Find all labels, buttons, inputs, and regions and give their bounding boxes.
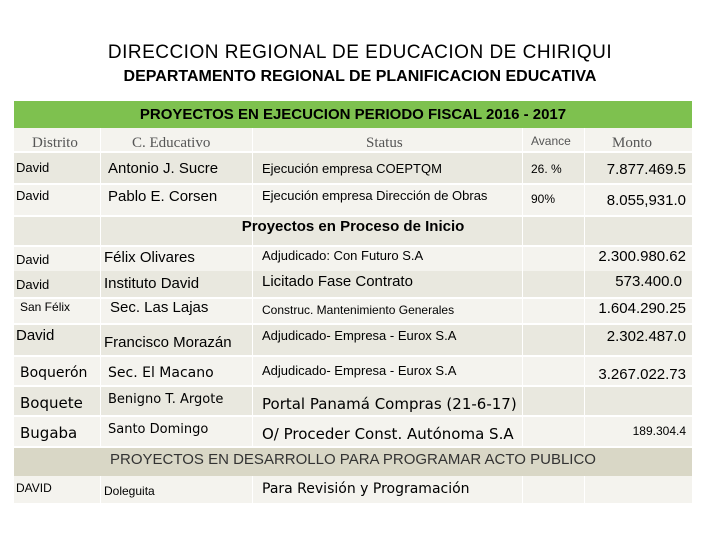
- period-banner: [14, 101, 692, 128]
- table-cell-distrito: Bugaba: [20, 424, 78, 442]
- row-divider: [14, 183, 692, 185]
- table-cell-avance: 90%: [531, 192, 556, 206]
- table-cell-monto: 2.302.487.0: [606, 328, 686, 345]
- table-cell-monto: 189.304.4: [632, 424, 686, 438]
- table-cell-status: Ejecución empresa Dirección de Obras: [262, 188, 488, 203]
- table-cell-distrito: Boquete: [20, 394, 83, 412]
- header-title-line2: DEPARTAMENTO REGIONAL DE PLANIFICACION EDUCATIVA: [123, 68, 597, 85]
- table-cell-centro: Francisco Morazán: [104, 334, 232, 351]
- table-cell-status: Para Revisión y Programación: [262, 481, 470, 497]
- section-title-inicio: Proyectos en Proceso de Inicio: [241, 218, 465, 235]
- table-cell-status: Construc. Mantenimiento Generales: [262, 303, 455, 317]
- table-cell-centro: Doleguita: [104, 484, 155, 498]
- period-banner-label: PROYECTOS EN EJECUCION PERIODO FISCAL 2016 - 2017: [139, 106, 567, 123]
- table-cell-distrito: San Félix: [20, 300, 71, 314]
- table-cell-monto: 2.300.980.62: [598, 248, 686, 265]
- column-header-monto: Monto: [612, 135, 653, 151]
- column-header-distrito: Distrito: [32, 135, 78, 151]
- table-cell-distrito: David: [16, 327, 55, 344]
- row-divider: [14, 415, 692, 417]
- row-divider: [14, 385, 692, 387]
- table-cell-status: Adjudicado- Empresa - Eurox S.A: [262, 363, 457, 378]
- table-cell-monto: 1.604.290.25: [598, 300, 686, 317]
- table-cell-monto: 8.055,931.0: [606, 192, 686, 209]
- table-cell-centro: Pablo E. Corsen: [108, 188, 218, 205]
- table-cell-monto: 573.400.0: [615, 273, 682, 290]
- column-header-avance: Avance: [531, 134, 571, 148]
- table-cell-monto: 3.267.022.73: [598, 366, 686, 383]
- table-cell-distrito: Boquerón: [20, 365, 88, 381]
- row-divider: [14, 355, 692, 357]
- table-cell-status: Licitado Fase Contrato: [262, 273, 413, 290]
- row-divider: [14, 323, 692, 325]
- section-title-desarrollo-band: [14, 448, 692, 476]
- table-cell-status: O/ Proceder Const. Autónoma S.A: [262, 425, 514, 443]
- row-divider: [14, 151, 692, 153]
- table-cell-distrito: David: [16, 277, 50, 292]
- table-cell-centro: Santo Domingo: [108, 422, 209, 437]
- table-cell-centro: Instituto David: [104, 275, 200, 292]
- table-cell-distrito: David: [16, 160, 50, 175]
- table-cell-status: Ejecución empresa COEPTQM: [262, 161, 442, 176]
- table-cell-centro: Antonio J. Sucre: [108, 160, 219, 177]
- column-header-centro: C. Educativo: [132, 135, 211, 151]
- section-title-desarrollo: PROYECTOS EN DESARROLLO PARA PROGRAMAR ACTO PUBLICO: [110, 451, 596, 468]
- table-cell-avance: 26. %: [531, 162, 562, 176]
- table-cell-status: Portal Panamá Compras (21-6-17): [262, 395, 517, 413]
- row-divider: [14, 215, 692, 217]
- table-cell-centro: Benigno T. Argote: [108, 392, 224, 407]
- column-header-status: Status: [366, 135, 403, 151]
- table-cell-monto: 7.877.469.5: [606, 161, 686, 178]
- header-title-line1: DIRECCION REGIONAL DE EDUCACION DE CHIRIQUI: [107, 42, 613, 63]
- table-cell-distrito: DAVID: [16, 481, 52, 495]
- table-cell-status: Adjudicado: Con Futuro S.A: [262, 248, 424, 263]
- table-cell-status: Adjudicado- Empresa - Eurox S.A: [262, 328, 457, 343]
- table-cell-centro: Sec. Las Lajas: [110, 299, 209, 316]
- table-cell-distrito: David: [16, 252, 50, 267]
- table-cell-distrito: David: [16, 188, 50, 203]
- table-cell-centro: Sec. El Macano: [108, 365, 214, 381]
- table-cell-centro: Félix Olivares: [104, 249, 195, 266]
- row-divider: [14, 245, 692, 247]
